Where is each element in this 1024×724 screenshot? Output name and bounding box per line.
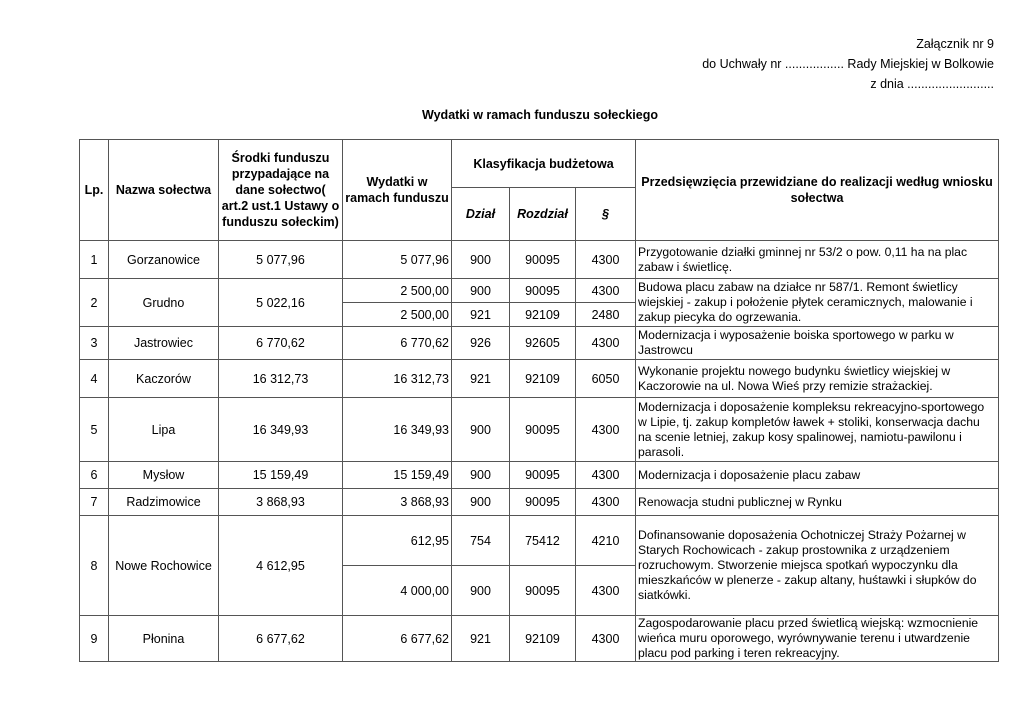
row-amount: 2 500,00 bbox=[343, 303, 452, 327]
row-amount: 612,95 bbox=[343, 516, 452, 566]
row-description: Budowa placu zabaw na działce nr 587/1. Remont świetlicy wiejskiej - zakup i położenie płytek ceramicznych, malowanie i zakup piecyka do ogrzewania. bbox=[636, 279, 999, 327]
row-amount: 15 159,49 bbox=[343, 462, 452, 489]
row-paragraph: 6050 bbox=[576, 360, 636, 398]
row-rozdzial: 92605 bbox=[510, 327, 576, 360]
table-body bbox=[80, 241, 999, 662]
row-dzial: 754 bbox=[452, 516, 510, 566]
table-header bbox=[80, 140, 999, 241]
header-paragraph: § bbox=[576, 188, 636, 241]
row-paragraph: 2480 bbox=[576, 303, 636, 327]
row-description: Modernizacja i wyposażenie boiska sportowego w parku w Jastrowcu bbox=[636, 327, 999, 360]
row-dzial: 900 bbox=[452, 279, 510, 303]
header-name: Nazwa sołectwa bbox=[109, 140, 219, 241]
row-funds: 16 349,93 bbox=[219, 398, 343, 462]
row-paragraph: 4210 bbox=[576, 516, 636, 566]
row-description: Zagospodarowanie placu przed świetlicą wiejską: wzmocnienie wieńca muru oporowego, wyrównywanie terenu i utwardzenie placu pod parking i teren rekreacyjny. bbox=[636, 616, 999, 662]
row-lp: 5 bbox=[80, 398, 109, 462]
row-name: Płonina bbox=[109, 616, 219, 662]
row-lp: 9 bbox=[80, 616, 109, 662]
row-funds: 4 612,95 bbox=[219, 516, 343, 616]
row-amount: 4 000,00 bbox=[343, 566, 452, 616]
expenses-table bbox=[79, 139, 999, 662]
row-paragraph: 4300 bbox=[576, 241, 636, 279]
table-row bbox=[80, 516, 999, 566]
row-description: Renowacja studni publicznej w Rynku bbox=[636, 489, 999, 516]
row-description: Modernizacja i doposażenie kompleksu rekreacyjno-sportowego w Lipie, tj. zakup kompletów ławek + stoliki, konserwacja dachu na scenie letniej, zakup kosy spalinowej, namiotu-pawilonu i parasoli. bbox=[636, 398, 999, 462]
row-name: Radzimowice bbox=[109, 489, 219, 516]
row-dzial: 926 bbox=[452, 327, 510, 360]
row-name: Nowe Rochowice bbox=[109, 516, 219, 616]
table-row bbox=[80, 616, 999, 662]
table-row bbox=[80, 360, 999, 398]
row-funds: 5 022,16 bbox=[219, 279, 343, 327]
header-classification: Klasyfikacja budżetowa bbox=[452, 140, 636, 188]
header-expenses: Wydatki w ramach funduszu bbox=[343, 140, 452, 241]
row-name: Lipa bbox=[109, 398, 219, 462]
row-lp: 6 bbox=[80, 462, 109, 489]
row-dzial: 900 bbox=[452, 489, 510, 516]
row-dzial: 900 bbox=[452, 462, 510, 489]
row-lp: 3 bbox=[80, 327, 109, 360]
row-funds: 5 077,96 bbox=[219, 241, 343, 279]
row-rozdzial: 92109 bbox=[510, 616, 576, 662]
row-amount: 6 677,62 bbox=[343, 616, 452, 662]
row-name: Kaczorów bbox=[109, 360, 219, 398]
row-dzial: 900 bbox=[452, 398, 510, 462]
row-funds: 15 159,49 bbox=[219, 462, 343, 489]
row-dzial: 900 bbox=[452, 241, 510, 279]
resolution-reference: do Uchwały nr ................. Rady Miejskiej w Bolkowie bbox=[702, 57, 994, 71]
row-funds: 6 677,62 bbox=[219, 616, 343, 662]
row-dzial: 900 bbox=[452, 566, 510, 616]
row-rozdzial: 90095 bbox=[510, 489, 576, 516]
row-dzial: 921 bbox=[452, 303, 510, 327]
row-funds: 3 868,93 bbox=[219, 489, 343, 516]
row-lp: 4 bbox=[80, 360, 109, 398]
row-lp: 2 bbox=[80, 279, 109, 327]
table-row bbox=[80, 462, 999, 489]
row-rozdzial: 90095 bbox=[510, 566, 576, 616]
row-amount: 2 500,00 bbox=[343, 279, 452, 303]
row-rozdzial: 92109 bbox=[510, 360, 576, 398]
row-rozdzial: 75412 bbox=[510, 516, 576, 566]
row-amount: 16 312,73 bbox=[343, 360, 452, 398]
row-lp: 1 bbox=[80, 241, 109, 279]
row-amount: 5 077,96 bbox=[343, 241, 452, 279]
row-rozdzial: 90095 bbox=[510, 279, 576, 303]
header-dzial: Dział bbox=[452, 188, 510, 241]
table-row bbox=[80, 241, 999, 279]
table-row bbox=[80, 398, 999, 462]
row-paragraph: 4300 bbox=[576, 279, 636, 303]
table-row bbox=[80, 327, 999, 360]
header-lp: Lp. bbox=[80, 140, 109, 241]
row-rozdzial: 90095 bbox=[510, 398, 576, 462]
row-paragraph: 4300 bbox=[576, 462, 636, 489]
table-row bbox=[80, 489, 999, 516]
row-name: Jastrowiec bbox=[109, 327, 219, 360]
resolution-date: z dnia ......................... bbox=[870, 77, 994, 91]
row-paragraph: 4300 bbox=[576, 398, 636, 462]
row-lp: 8 bbox=[80, 516, 109, 616]
row-rozdzial: 92109 bbox=[510, 303, 576, 327]
row-paragraph: 4300 bbox=[576, 489, 636, 516]
row-name: Grudno bbox=[109, 279, 219, 327]
row-description: Modernizacja i doposażenie placu zabaw bbox=[636, 462, 999, 489]
row-rozdzial: 90095 bbox=[510, 241, 576, 279]
row-paragraph: 4300 bbox=[576, 566, 636, 616]
header-rozdzial: Rozdział bbox=[510, 188, 576, 241]
row-paragraph: 4300 bbox=[576, 327, 636, 360]
row-funds: 6 770,62 bbox=[219, 327, 343, 360]
row-dzial: 921 bbox=[452, 616, 510, 662]
row-amount: 6 770,62 bbox=[343, 327, 452, 360]
row-description: Wykonanie projektu nowego budynku świetlicy wiejskiej w Kaczorowie na ul. Nowa Wieś przy remizie strażackiej. bbox=[636, 360, 999, 398]
attachment-number: Załącznik nr 9 bbox=[916, 37, 994, 51]
row-amount: 3 868,93 bbox=[343, 489, 452, 516]
row-dzial: 921 bbox=[452, 360, 510, 398]
row-funds: 16 312,73 bbox=[219, 360, 343, 398]
row-paragraph: 4300 bbox=[576, 616, 636, 662]
document-title: Wydatki w ramach funduszu sołeckiego bbox=[422, 108, 658, 122]
row-description: Przygotowanie działki gminnej nr 53/2 o pow. 0,11 ha na plac zabaw i świetlicę. bbox=[636, 241, 999, 279]
row-name: Gorzanowice bbox=[109, 241, 219, 279]
row-rozdzial: 90095 bbox=[510, 462, 576, 489]
row-amount: 16 349,93 bbox=[343, 398, 452, 462]
table-row bbox=[80, 279, 999, 303]
header-projects: Przedsięwzięcia przewidziane do realizacji według wniosku sołectwa bbox=[636, 140, 999, 241]
row-lp: 7 bbox=[80, 489, 109, 516]
header-funds: Środki funduszu przypadające na dane sołectwo( art.2 ust.1 Ustawy o funduszu sołeckim) bbox=[219, 140, 343, 241]
row-name: Mysłow bbox=[109, 462, 219, 489]
row-description: Dofinansowanie doposażenia Ochotniczej Straży Pożarnej w Starych Rochowicach - zakup prostownika z urządzeniem rozruchowym. Stworzenie miejsca spotkań wypoczynku dla mieszkańców w plenerze - zakup altany, huśtawki i słupków do siatkówki. bbox=[636, 516, 999, 616]
